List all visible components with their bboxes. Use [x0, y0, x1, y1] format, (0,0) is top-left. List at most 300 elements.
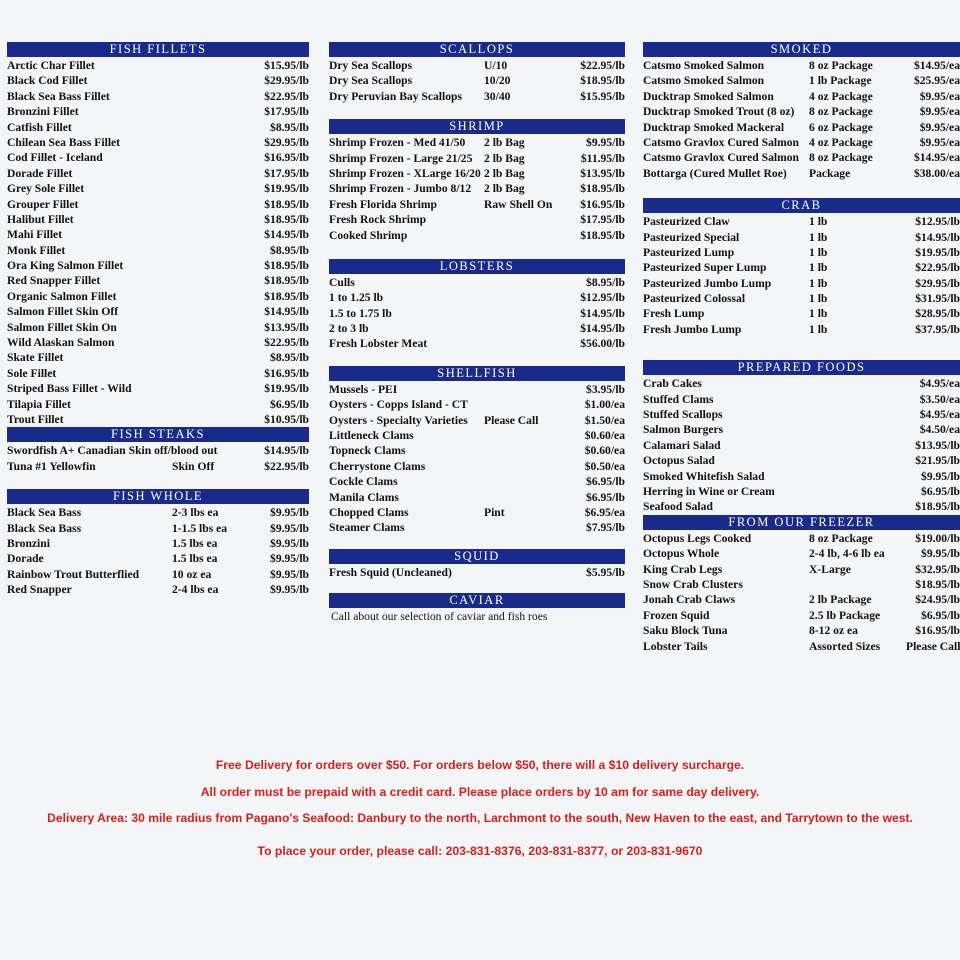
- menu-item-row: [7, 227, 309, 242]
- item-size: 2 lb Bag: [484, 166, 525, 180]
- item-name: Octopus Legs Cooked: [643, 531, 752, 545]
- item-name: Cooked Shrimp: [329, 228, 408, 242]
- item-name: Catsmo Gravlox Cured Salmon: [643, 151, 799, 165]
- item-size: 1 lb: [809, 322, 828, 336]
- item-price: $6.95/ea: [584, 505, 625, 519]
- item-name: Black Sea Bass Fillet: [7, 89, 110, 103]
- item-price: $6.95/lb: [586, 475, 625, 489]
- item-name: Pasteurized Lump: [643, 245, 735, 259]
- item-name: Salmon Fillet Skin Off: [7, 305, 119, 319]
- item-name: Pasteurized Claw: [643, 215, 730, 229]
- item-price: $14.95/lb: [264, 228, 309, 242]
- item-price: $13.95/lb: [580, 166, 625, 180]
- item-price: $1.00/ea: [584, 398, 625, 412]
- menu-item-row: [643, 562, 960, 577]
- item-name: Pasteurized Special: [643, 230, 740, 244]
- item-size: 2-4 lb, 4-6 lb ea: [809, 547, 885, 561]
- item-name: Arctic Char Fillet: [7, 59, 95, 72]
- item-price: $29.95/lb: [264, 135, 309, 149]
- menu-item-row: [7, 320, 309, 335]
- caviar-note: Call about our selection of caviar and fish roes: [331, 610, 548, 624]
- menu-item-row: [7, 212, 309, 227]
- item-size: 2-4 lbs ea: [172, 583, 219, 597]
- item-size: [484, 459, 570, 474]
- item-name: Jonah Crab Claws: [643, 593, 736, 607]
- menu-item-row: [329, 275, 625, 290]
- item-price: $17.95/lb: [580, 213, 625, 227]
- item-name: Salmon Burgers: [643, 423, 724, 437]
- item-name: Oysters - Copps Island - CT: [329, 398, 468, 412]
- menu-item-row: [329, 336, 625, 351]
- section-header: PREPARED FOODS: [643, 360, 960, 375]
- menu-item-row: [329, 290, 625, 305]
- menu-column-1: [7, 42, 309, 598]
- item-name: Topneck Clams: [329, 444, 406, 458]
- item-name: Steamer Clams: [329, 521, 405, 535]
- item-size: [172, 412, 254, 427]
- item-name: Chilean Sea Bass Fillet: [7, 135, 121, 149]
- item-name: Ora King Salmon Fillet: [7, 259, 124, 273]
- item-size: 8 oz Package: [809, 59, 873, 72]
- menu-item-row: [643, 499, 960, 514]
- item-name: Bottarga (Cured Mullet Roe): [643, 166, 787, 180]
- item-size: [172, 104, 254, 119]
- item-price: $9.95/lb: [270, 583, 309, 597]
- item-price: $4.95/ea: [919, 377, 960, 391]
- item-name: Seafood Salad: [643, 500, 713, 514]
- item-name: Octopus Salad: [643, 454, 715, 468]
- item-name: Stuffed Scallops: [643, 408, 723, 422]
- item-name: Catfish Fillet: [7, 120, 72, 134]
- section-header: SQUID: [329, 549, 625, 564]
- menu-item-row: [643, 120, 960, 135]
- item-name: Cod Fillet - Iceland: [7, 151, 103, 165]
- item-size: Package: [809, 166, 851, 180]
- menu-item-row: [329, 166, 625, 181]
- item-price: $29.95/lb: [264, 74, 309, 88]
- item-size: 10 oz ea: [172, 567, 212, 581]
- menu-item-row: [7, 366, 309, 381]
- item-size: [484, 321, 570, 336]
- item-name: Lobster Tails: [643, 639, 708, 653]
- menu-item-row: [7, 381, 309, 396]
- item-size: [172, 273, 254, 288]
- item-price: $14.95/ea: [913, 59, 960, 72]
- item-name: Cockle Clams: [329, 475, 398, 489]
- item-size: [484, 565, 570, 580]
- item-size: [484, 290, 570, 305]
- menu-item-row: [643, 276, 960, 291]
- item-name: Octopus Whole: [643, 547, 720, 561]
- item-size: [172, 197, 254, 212]
- menu-item-row: [329, 505, 625, 520]
- menu-item-row: [329, 212, 625, 227]
- item-price: $9.95/ea: [919, 120, 960, 134]
- item-price: $22.95/lb: [915, 261, 960, 275]
- item-price: $18.95/lb: [264, 212, 309, 226]
- item-price: $14.95/lb: [580, 306, 625, 320]
- item-name: Fresh Rock Shrimp: [329, 213, 427, 227]
- item-name: Culls: [329, 275, 355, 289]
- item-size: [172, 366, 254, 381]
- menu-item-row: [643, 422, 960, 437]
- item-price: $3.50/ea: [919, 392, 960, 406]
- item-name: Organic Salmon Fillet: [7, 289, 117, 303]
- item-price: $6.95/lb: [586, 490, 625, 504]
- item-size: 4 oz Package: [809, 135, 873, 149]
- item-name: Mussels - PEI: [329, 382, 398, 396]
- item-price: $14.95/lb: [580, 322, 625, 336]
- menu-item-row: [7, 197, 309, 212]
- item-price: $18.95/lb: [915, 500, 960, 514]
- menu-item-row: [329, 228, 625, 243]
- section-header: SHRIMP: [329, 119, 625, 134]
- menu-item-row: [7, 135, 309, 150]
- menu-item-row: [643, 438, 960, 453]
- menu-item-row: [329, 58, 625, 73]
- item-price: $28.95/lb: [915, 307, 960, 321]
- menu-item-row: [329, 151, 625, 166]
- item-size: [172, 150, 254, 165]
- item-price: $0.50/ea: [584, 459, 625, 473]
- item-size: [809, 577, 906, 592]
- item-name: Manila Clams: [329, 490, 399, 504]
- fish-fillets-section: [7, 42, 309, 427]
- menu-item-row: [643, 484, 960, 499]
- item-name: Catsmo Gravlox Cured Salmon: [643, 135, 799, 149]
- item-size: 2 lb Bag: [484, 182, 525, 196]
- item-size: Raw Shell On: [484, 197, 553, 211]
- item-price: $37.95/lb: [915, 322, 960, 336]
- item-size: Pint: [484, 505, 505, 519]
- item-name: Trout Fillet: [7, 412, 64, 426]
- item-size: [809, 392, 906, 407]
- item-price: $19.00/lb: [915, 531, 960, 545]
- item-size: 1 lb: [809, 276, 828, 290]
- item-price: $14.95/ea: [913, 151, 960, 165]
- item-size: [809, 484, 906, 499]
- item-name: Tilapia Fillet: [7, 397, 71, 411]
- section-header: FISH FILLETS: [7, 42, 309, 57]
- item-size: 1.5 lbs ea: [172, 552, 218, 566]
- menu-item-row: [643, 407, 960, 422]
- item-price: $21.95/lb: [915, 454, 960, 468]
- item-price: $18.95/lb: [264, 289, 309, 303]
- prepay-note: All order must be prepaid with a credit card. Please place orders by 10 am for same day delivery.: [200, 785, 760, 799]
- delivery-area-note: Delivery Area: 30 mile radius from Pagano's Seafood: Danbury to the north, Larchmont to the south, New Haven to the east, and Tarrytown to the west.: [47, 811, 913, 825]
- item-name: Shrimp Frozen - Large 21/25: [329, 151, 473, 165]
- item-price: $9.95/lb: [921, 469, 960, 483]
- menu-item-row: [329, 306, 625, 321]
- menu-item-row: [329, 382, 625, 397]
- item-price: $19.95/lb: [264, 382, 309, 396]
- menu-item-row: [329, 428, 625, 443]
- item-name: Dry Sea Scallops: [329, 74, 413, 88]
- item-price: $18.95/lb: [580, 228, 625, 242]
- item-price: $18.95/lb: [264, 274, 309, 288]
- item-size: [484, 397, 570, 412]
- freezer-section: [643, 515, 960, 654]
- item-size: [172, 381, 254, 396]
- item-size: [172, 73, 254, 88]
- item-name: Salmon Fillet Skin On: [7, 320, 117, 334]
- item-name: Calamari Salad: [643, 438, 721, 452]
- menu-item-row: [643, 623, 960, 638]
- item-name: King Crab Legs: [643, 562, 723, 576]
- menu-item-row: [7, 150, 309, 165]
- item-price: Please Call: [906, 639, 960, 653]
- item-price: $8.95/lb: [270, 243, 309, 257]
- item-price: $16.95/lb: [264, 366, 309, 380]
- item-size: [484, 275, 570, 290]
- menu-item-row: [7, 289, 309, 304]
- item-price: $25.95/ea: [913, 74, 960, 88]
- smoked-section: [643, 42, 960, 181]
- item-name: Stuffed Clams: [643, 392, 714, 406]
- item-price: $7.95/lb: [586, 521, 625, 535]
- item-size: [172, 120, 254, 135]
- item-price: $38.00/ea: [913, 166, 960, 180]
- item-price: $13.95/lb: [264, 320, 309, 334]
- item-price: $9.95/lb: [270, 506, 309, 520]
- item-price: $9.95/lb: [921, 547, 960, 561]
- menu-item-row: [329, 565, 625, 580]
- item-name: Shrimp Frozen - XLarge 16/20: [329, 166, 481, 180]
- item-price: $5.95/lb: [586, 565, 625, 579]
- caviar-section: [329, 593, 625, 624]
- item-name: Rainbow Trout Butterflied: [7, 567, 140, 581]
- menu-item-row: [643, 392, 960, 407]
- menu-item-row: [7, 536, 309, 551]
- item-price: $22.95/lb: [264, 336, 309, 350]
- menu-item-row: [7, 304, 309, 319]
- item-name: Wild Alaskan Salmon: [7, 336, 115, 350]
- item-name: Catsmo Smoked Salmon: [643, 59, 765, 72]
- item-size: 8 oz Package: [809, 531, 873, 545]
- item-price: $9.95/ea: [919, 135, 960, 149]
- item-name: Ducktrap Smoked Trout (8 oz): [643, 105, 795, 119]
- item-size: 8 oz Package: [809, 105, 873, 119]
- phone-note: To place your order, please call: 203-831-8376, 203-831-8377, or 203-831-9670: [257, 844, 703, 858]
- item-name: Frozen Squid: [643, 608, 710, 622]
- item-size: 1 lb: [809, 307, 828, 321]
- item-name: Tuna #1 Yellowfin: [7, 459, 96, 473]
- menu-item-row: [643, 245, 960, 260]
- menu-item-row: [329, 490, 625, 505]
- menu-column-3: [643, 42, 960, 654]
- item-name: Grouper Fillet: [7, 197, 79, 211]
- item-price: $8.95/lb: [270, 351, 309, 365]
- item-price: $6.95/lb: [921, 484, 960, 498]
- item-name: Catsmo Smoked Salmon: [643, 74, 765, 88]
- item-name: Fresh Squid (Uncleaned): [329, 565, 452, 579]
- item-size: 10/20: [484, 74, 511, 88]
- menu-item-row: [643, 639, 960, 654]
- item-name: Cherrystone Clams: [329, 459, 426, 473]
- menu-item-row: [7, 73, 309, 88]
- item-price: $15.95/lb: [580, 89, 625, 103]
- item-price: $9.95/lb: [586, 136, 625, 150]
- item-size: [484, 474, 570, 489]
- menu-item-row: [7, 521, 309, 536]
- menu-item-row: [643, 577, 960, 592]
- item-name: Pasteurized Colossal: [643, 292, 746, 306]
- menu-item-row: [329, 321, 625, 336]
- item-name: Dry Peruvian Bay Scallops: [329, 89, 463, 103]
- item-size: [172, 397, 254, 412]
- menu-item-row: [7, 350, 309, 365]
- menu-item-row: [643, 135, 960, 150]
- menu-item-row: [7, 181, 309, 196]
- menu-item-row: [329, 73, 625, 88]
- item-name: Grey Sole Fillet: [7, 182, 85, 196]
- item-price: $14.95/lb: [264, 444, 309, 458]
- section-header: SCALLOPS: [329, 42, 625, 57]
- menu-item-row: [7, 505, 309, 520]
- section-header: CRAB: [643, 198, 960, 213]
- item-name: Smoked Whitefish Salad: [643, 469, 765, 483]
- section-header: FROM OUR FREEZER: [643, 515, 960, 530]
- item-size: [484, 228, 570, 243]
- menu-item-row: [7, 397, 309, 412]
- menu-item-row: [643, 291, 960, 306]
- item-price: $18.95/lb: [264, 259, 309, 273]
- item-size: Assorted Sizes: [809, 639, 881, 653]
- menu-item-row: [643, 104, 960, 119]
- item-size: 1 lb: [809, 261, 828, 275]
- item-size: 1 lb Package: [809, 74, 872, 88]
- item-size: [172, 243, 254, 258]
- item-price: $1.50/ea: [584, 413, 625, 427]
- item-price: $16.95/lb: [580, 197, 625, 211]
- shrimp-section: [329, 119, 625, 243]
- item-name: Monk Fillet: [7, 243, 66, 257]
- item-name: Pasteurized Jumbo Lump: [643, 276, 772, 290]
- item-price: $19.95/lb: [915, 245, 960, 259]
- menu-item-row: [329, 459, 625, 474]
- item-name: Oysters - Specialty Varieties: [329, 413, 468, 427]
- item-name: Littleneck Clams: [329, 429, 414, 443]
- item-name: Red Snapper Fillet: [7, 274, 101, 288]
- item-price: $32.95/lb: [915, 562, 960, 576]
- item-size: 2-3 lbs ea: [172, 506, 219, 520]
- item-size: [172, 181, 254, 196]
- item-size: [809, 376, 906, 391]
- item-size: [809, 453, 906, 468]
- menu-item-row: [329, 89, 625, 104]
- item-size: [809, 438, 906, 453]
- item-price: $9.95/ea: [919, 89, 960, 103]
- item-size: 1-1.5 lbs ea: [172, 521, 228, 535]
- item-price: $24.95/lb: [915, 593, 960, 607]
- menu-item-row: [7, 166, 309, 181]
- item-price: $0.60/ea: [584, 444, 625, 458]
- lobsters-section: [329, 259, 625, 352]
- item-size: [172, 289, 254, 304]
- menu-item-row: [643, 260, 960, 275]
- item-price: $12.95/lb: [580, 291, 625, 305]
- item-name: Striped Bass Fillet - Wild: [7, 382, 132, 396]
- menu-item-row: [329, 181, 625, 196]
- item-size: 8-12 oz ea: [809, 624, 858, 638]
- section-header: FISH WHOLE: [7, 489, 309, 504]
- item-name: Ducktrap Smoked Mackeral: [643, 120, 785, 134]
- menu-item-row: [643, 214, 960, 229]
- item-size: 2 lb Bag: [484, 151, 525, 165]
- menu-item-row: [7, 243, 309, 258]
- item-price: $14.95/lb: [915, 230, 960, 244]
- item-price: $17.95/lb: [264, 166, 309, 180]
- item-size: 6 oz Package: [809, 120, 873, 134]
- item-size: Please Call: [484, 413, 539, 427]
- item-name: Bronzini Fillet: [7, 105, 79, 119]
- item-size: [172, 443, 254, 458]
- item-size: [809, 499, 906, 514]
- menu-item-row: [643, 546, 960, 561]
- item-size: [484, 443, 570, 458]
- item-name: Dorade Fillet: [7, 166, 73, 180]
- menu-item-row: [329, 520, 625, 535]
- menu-item-row: [7, 335, 309, 350]
- menu-item-row: [643, 58, 960, 73]
- section-header: CAVIAR: [329, 593, 625, 608]
- item-name: 1 to 1.25 lb: [329, 291, 384, 305]
- item-price: $4.95/ea: [919, 408, 960, 422]
- item-name: Saku Block Tuna: [643, 624, 728, 638]
- menu-item-row: [7, 258, 309, 273]
- item-price: $19.95/lb: [264, 182, 309, 196]
- menu-item-row: [329, 443, 625, 458]
- item-price: $3.95/lb: [586, 382, 625, 396]
- item-price: $9.95/ea: [919, 105, 960, 119]
- item-price: $10.95/lb: [264, 412, 309, 426]
- menu-item-row: [643, 230, 960, 245]
- item-size: 1 lb: [809, 230, 828, 244]
- menu-item-row: [643, 150, 960, 165]
- item-size: [484, 490, 570, 505]
- item-size: 2 lb Bag: [484, 136, 525, 150]
- item-size: [484, 306, 570, 321]
- fish-whole-section: [7, 489, 309, 597]
- item-price: $9.95/lb: [270, 567, 309, 581]
- item-name: Black Sea Bass: [7, 506, 82, 520]
- item-size: 8 oz Package: [809, 151, 873, 165]
- item-size: [172, 227, 254, 242]
- item-name: Swordfish A+ Canadian Skin off/blood out: [7, 444, 218, 458]
- menu-item-row: [329, 413, 625, 428]
- item-price: $4.50/ea: [919, 423, 960, 437]
- item-price: $6.95/lb: [270, 397, 309, 411]
- menu-item-row: [643, 592, 960, 607]
- item-name: Pasteurized Super Lump: [643, 261, 767, 275]
- item-price: $9.95/lb: [270, 521, 309, 535]
- delivery-note: Free Delivery for orders over $50. For orders below $50, there will a $10 delivery surcharge.: [215, 758, 745, 772]
- item-name: Shrimp Frozen - Med 41/50: [329, 136, 466, 150]
- menu-item-row: [329, 474, 625, 489]
- prepared-foods-section: [643, 360, 960, 515]
- item-price: $9.95/lb: [270, 552, 309, 566]
- menu-item-row: [643, 376, 960, 391]
- menu-item-row: [7, 412, 309, 427]
- item-price: $12.95/lb: [915, 215, 960, 229]
- item-size: X-Large: [809, 562, 851, 576]
- item-size: 30/40: [484, 89, 511, 103]
- menu-item-row: [329, 135, 625, 150]
- item-size: [809, 422, 906, 437]
- menu-item-row: [7, 567, 309, 582]
- item-price: $15.95/lb: [264, 59, 309, 72]
- item-size: U/10: [484, 59, 508, 72]
